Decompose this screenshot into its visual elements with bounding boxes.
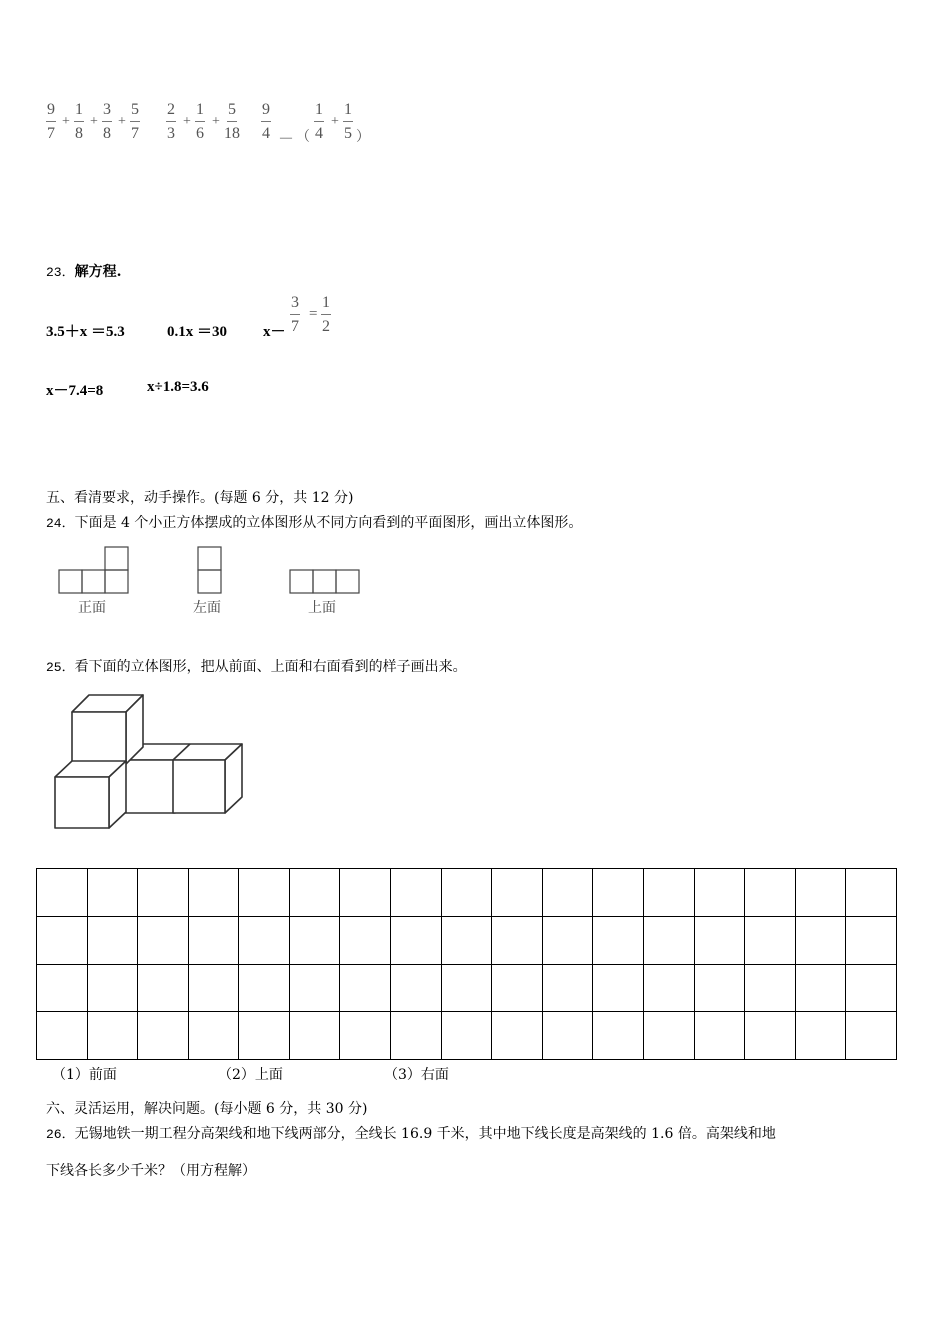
section-6-title: 六、灵活运用，解决问题。(每小题 6 分，共 30 分)	[46, 1101, 368, 1117]
grid-row	[37, 1012, 897, 1060]
grid-row	[37, 869, 897, 917]
top-view-label: 上面	[308, 600, 336, 616]
cube-solid-figure	[50, 690, 250, 835]
grid-cell[interactable]	[441, 916, 492, 964]
grid-cell[interactable]	[37, 964, 88, 1012]
grid-cell[interactable]	[643, 1012, 694, 1060]
fraction: $\frac{5}{7}$	[131, 101, 139, 142]
grid-cell[interactable]	[188, 1012, 239, 1060]
view-label-top: （2）上面	[218, 1067, 283, 1083]
grid-cell[interactable]	[643, 869, 694, 917]
grid-cell[interactable]	[138, 869, 189, 917]
grid-cell[interactable]	[492, 1012, 543, 1060]
grid-cell[interactable]	[694, 964, 745, 1012]
grid-cell[interactable]	[37, 869, 88, 917]
grid-cell[interactable]	[340, 964, 391, 1012]
fraction: $\frac{1}{8}$	[75, 101, 83, 142]
grid-cell[interactable]	[138, 916, 189, 964]
view-label-right: （3）右面	[384, 1067, 449, 1083]
fraction: $\frac{1}{5}$	[344, 101, 352, 142]
grid-cell[interactable]	[289, 916, 340, 964]
grid-cell[interactable]	[391, 964, 442, 1012]
grid-cell[interactable]	[745, 1012, 796, 1060]
front-view-drawing	[59, 547, 128, 593]
minus-sign: －	[278, 131, 295, 148]
grid-cell[interactable]	[138, 1012, 189, 1060]
view-label-front: （1）前面	[52, 1067, 117, 1083]
grid-cell[interactable]	[492, 964, 543, 1012]
question-number: 24．	[46, 516, 75, 531]
grid-cell[interactable]	[593, 1012, 644, 1060]
grid-cell[interactable]	[795, 869, 846, 917]
grid-cell[interactable]	[542, 916, 593, 964]
question-title: 解方程.	[74, 264, 122, 280]
question-text: 无锡地铁一期工程分高架线和地下线两部分，全线长 16.9 千米，其中地下线长度是高架线的 1.6 倍。高架线和地	[74, 1126, 776, 1142]
right-paren: ）	[356, 130, 370, 145]
grid-cell[interactable]	[694, 916, 745, 964]
grid-cell[interactable]	[492, 916, 543, 964]
plus-sign: +	[62, 114, 70, 129]
grid-cell[interactable]	[340, 916, 391, 964]
equation-1: 3.5＋x ＝5.3	[46, 324, 125, 340]
grid-cell[interactable]	[745, 964, 796, 1012]
grid-cell[interactable]	[795, 964, 846, 1012]
question-26-line-2: 下线各长多少千米？（用方程解）	[46, 1163, 256, 1179]
grid-cell[interactable]	[87, 869, 138, 917]
left-view-drawing	[198, 547, 221, 593]
grid-cell[interactable]	[795, 916, 846, 964]
grid-cell[interactable]	[846, 1012, 897, 1060]
question-number: 26．	[46, 1127, 75, 1142]
equals-sign: =	[309, 306, 318, 322]
fraction: $\frac{2}{3}$	[167, 101, 175, 142]
grid-cell[interactable]	[846, 869, 897, 917]
grid-cell[interactable]	[239, 916, 290, 964]
grid-cell[interactable]	[188, 869, 239, 917]
grid-cell[interactable]	[643, 916, 694, 964]
grid-cell[interactable]	[188, 964, 239, 1012]
three-view-drawings	[55, 544, 365, 596]
fraction: $\frac{1}{6}$	[196, 101, 204, 142]
equation-4: x－7.4=8	[46, 383, 104, 399]
fraction: $\frac{5}{18}$	[224, 101, 240, 142]
plus-sign: +	[118, 114, 126, 129]
plus-sign: +	[183, 114, 191, 129]
grid-cell[interactable]	[441, 1012, 492, 1060]
grid-cell[interactable]	[795, 1012, 846, 1060]
grid-cell[interactable]	[441, 964, 492, 1012]
fraction: $\frac{1}{4}$	[315, 101, 323, 142]
grid-cell[interactable]	[289, 1012, 340, 1060]
question-text: 看下面的立体图形，把从前面、上面和右面看到的样子画出来。	[74, 659, 467, 675]
equation-5: x÷1.8=3.6	[147, 379, 209, 395]
fraction: $\frac{3}{8}$	[103, 101, 111, 142]
question-25	[46, 656, 467, 676]
grid-cell[interactable]	[391, 916, 442, 964]
grid-cell[interactable]	[593, 869, 644, 917]
grid-cell[interactable]	[289, 964, 340, 1012]
left-view-label: 左面	[193, 600, 221, 616]
grid-cell[interactable]	[846, 964, 897, 1012]
question-text: 下面是 4 个小正方体摆成的立体图形从不同方向看到的平面图形，画出立体图形。	[74, 515, 583, 531]
grid-cell[interactable]	[188, 916, 239, 964]
question-26-line-1	[46, 1123, 906, 1143]
grid-cell[interactable]	[492, 869, 543, 917]
grid-row	[37, 916, 897, 964]
equation-3-fraction-right: $\frac{1}{2}$	[322, 294, 330, 335]
grid-cell[interactable]	[745, 869, 796, 917]
plus-sign: +	[212, 114, 220, 129]
question-number: 23．	[46, 265, 75, 280]
grid-cell[interactable]	[846, 916, 897, 964]
grid-cell[interactable]	[391, 1012, 442, 1060]
top-view-drawing	[290, 570, 359, 593]
section-5-title: 五、看清要求，动手操作。(每题 6 分，共 12 分)	[46, 490, 354, 506]
grid-cell[interactable]	[340, 1012, 391, 1060]
grid-cell[interactable]	[391, 869, 442, 917]
grid-cell[interactable]	[37, 916, 88, 964]
grid-cell[interactable]	[542, 1012, 593, 1060]
drawing-grid[interactable]	[36, 868, 897, 1060]
grid-cell[interactable]	[87, 916, 138, 964]
grid-cell[interactable]	[239, 869, 290, 917]
grid-cell[interactable]	[593, 964, 644, 1012]
grid-cell[interactable]	[643, 964, 694, 1012]
left-paren: （	[296, 130, 310, 145]
grid-cell[interactable]	[37, 1012, 88, 1060]
fraction: $\frac{9}{7}$	[47, 101, 55, 142]
equation-2: 0.1x ＝30	[167, 324, 228, 340]
grid-cell[interactable]	[239, 964, 290, 1012]
grid-cell[interactable]	[745, 916, 796, 964]
grid-cell[interactable]	[340, 869, 391, 917]
grid-cell[interactable]	[87, 1012, 138, 1060]
grid-row	[37, 964, 897, 1012]
grid-cell[interactable]	[593, 916, 644, 964]
question-23-heading	[46, 261, 121, 281]
grid-cell[interactable]	[441, 869, 492, 917]
grid-cell[interactable]	[87, 964, 138, 1012]
front-view-label: 正面	[78, 600, 106, 616]
equation-3-prefix: x－	[263, 324, 286, 340]
grid-cell[interactable]	[694, 1012, 745, 1060]
question-number: 25．	[46, 660, 75, 675]
fraction: $\frac{9}{4}$	[262, 101, 270, 142]
grid-cell[interactable]	[239, 1012, 290, 1060]
grid-cell[interactable]	[694, 869, 745, 917]
plus-sign: +	[90, 114, 98, 129]
grid-cell[interactable]	[138, 964, 189, 1012]
equation-3-fraction-left: $\frac{3}{7}$	[291, 294, 299, 335]
grid-cell[interactable]	[542, 869, 593, 917]
plus-sign: +	[331, 114, 339, 129]
grid-cell[interactable]	[289, 869, 340, 917]
question-24	[46, 512, 582, 532]
grid-cell[interactable]	[542, 964, 593, 1012]
